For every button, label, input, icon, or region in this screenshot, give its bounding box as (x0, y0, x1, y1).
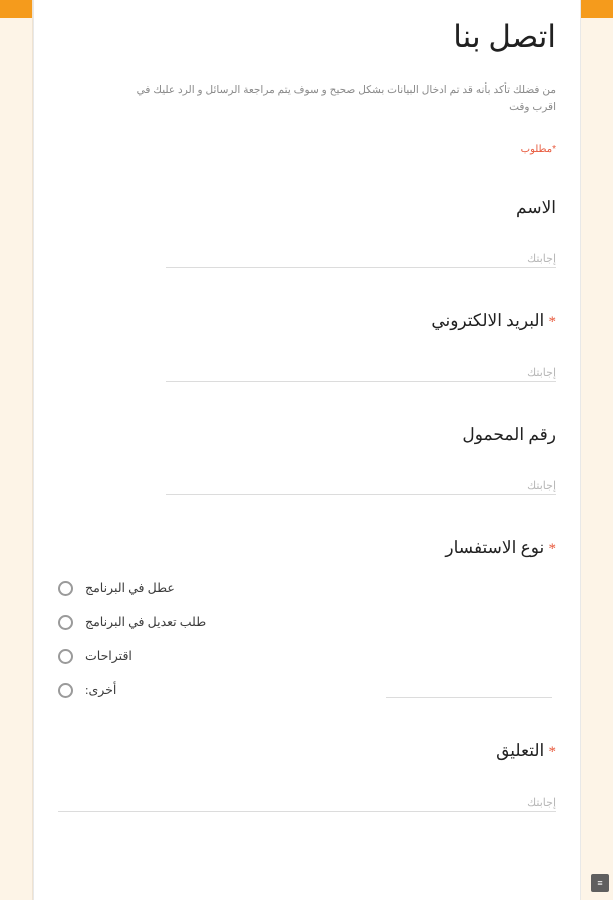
required-star: * (548, 744, 556, 760)
left-margin (0, 0, 33, 900)
question-comment-text: التعليق (496, 741, 545, 760)
radio-option-other[interactable] (58, 682, 556, 698)
question-name-label: الاسم (516, 198, 556, 217)
radio-option-suggestions[interactable] (58, 648, 556, 664)
answer-placeholder: إجابتك (527, 367, 556, 379)
required-note: *مطلوب (520, 144, 556, 155)
radio-label: عطل في البرنامج (85, 581, 175, 595)
question-email-text: البريد الالكتروني (431, 311, 545, 330)
question-comment (58, 738, 556, 812)
question-inquiry-type (58, 535, 556, 698)
answer-input-comment[interactable] (58, 789, 556, 812)
contact-form-card (33, 0, 581, 900)
radio-circle-icon[interactable] (58, 581, 73, 596)
question-mobile-label: رقم المحمول (462, 425, 556, 444)
question-email (58, 308, 556, 382)
other-text-input[interactable] (386, 682, 552, 698)
radio-label: اقتراحات (85, 649, 132, 663)
answer-placeholder: إجابتك (527, 480, 556, 492)
form-description: من فضلك تأكد بأنه قد تم ادخال البيانات بشكل صحيح و سوف يتم مراجعة الرسائل و الرد عليك في اقرب وقت (136, 84, 556, 113)
right-margin (581, 0, 613, 900)
question-mobile (58, 422, 556, 495)
question-email-label (58, 308, 556, 335)
answer-input-mobile[interactable] (166, 470, 556, 495)
radio-circle-icon[interactable] (58, 683, 73, 698)
required-star: * (548, 314, 556, 330)
answer-input-name[interactable] (166, 243, 556, 268)
question-inquiry-label (58, 535, 556, 562)
radio-option-bug[interactable] (58, 580, 556, 596)
answer-input-email[interactable] (166, 357, 556, 382)
radio-circle-icon[interactable] (58, 649, 73, 664)
answer-placeholder: إجابتك (527, 797, 556, 809)
accent-bar-left (0, 0, 32, 18)
accent-bar-right (581, 0, 613, 18)
radio-label: أخرى: (85, 683, 117, 697)
question-inquiry-text: نوع الاستفسار (445, 538, 545, 557)
answer-placeholder: إجابتك (527, 253, 556, 265)
scroll-indicator[interactable]: ≡ (591, 874, 609, 892)
radio-option-change-request[interactable] (58, 614, 556, 630)
question-name (58, 195, 556, 268)
page-title: اتصل بنا (453, 19, 556, 54)
question-comment-label (58, 738, 556, 765)
radio-circle-icon[interactable] (58, 615, 73, 630)
radio-label: طلب تعديل في البرنامج (85, 615, 207, 629)
required-star: * (548, 541, 556, 557)
